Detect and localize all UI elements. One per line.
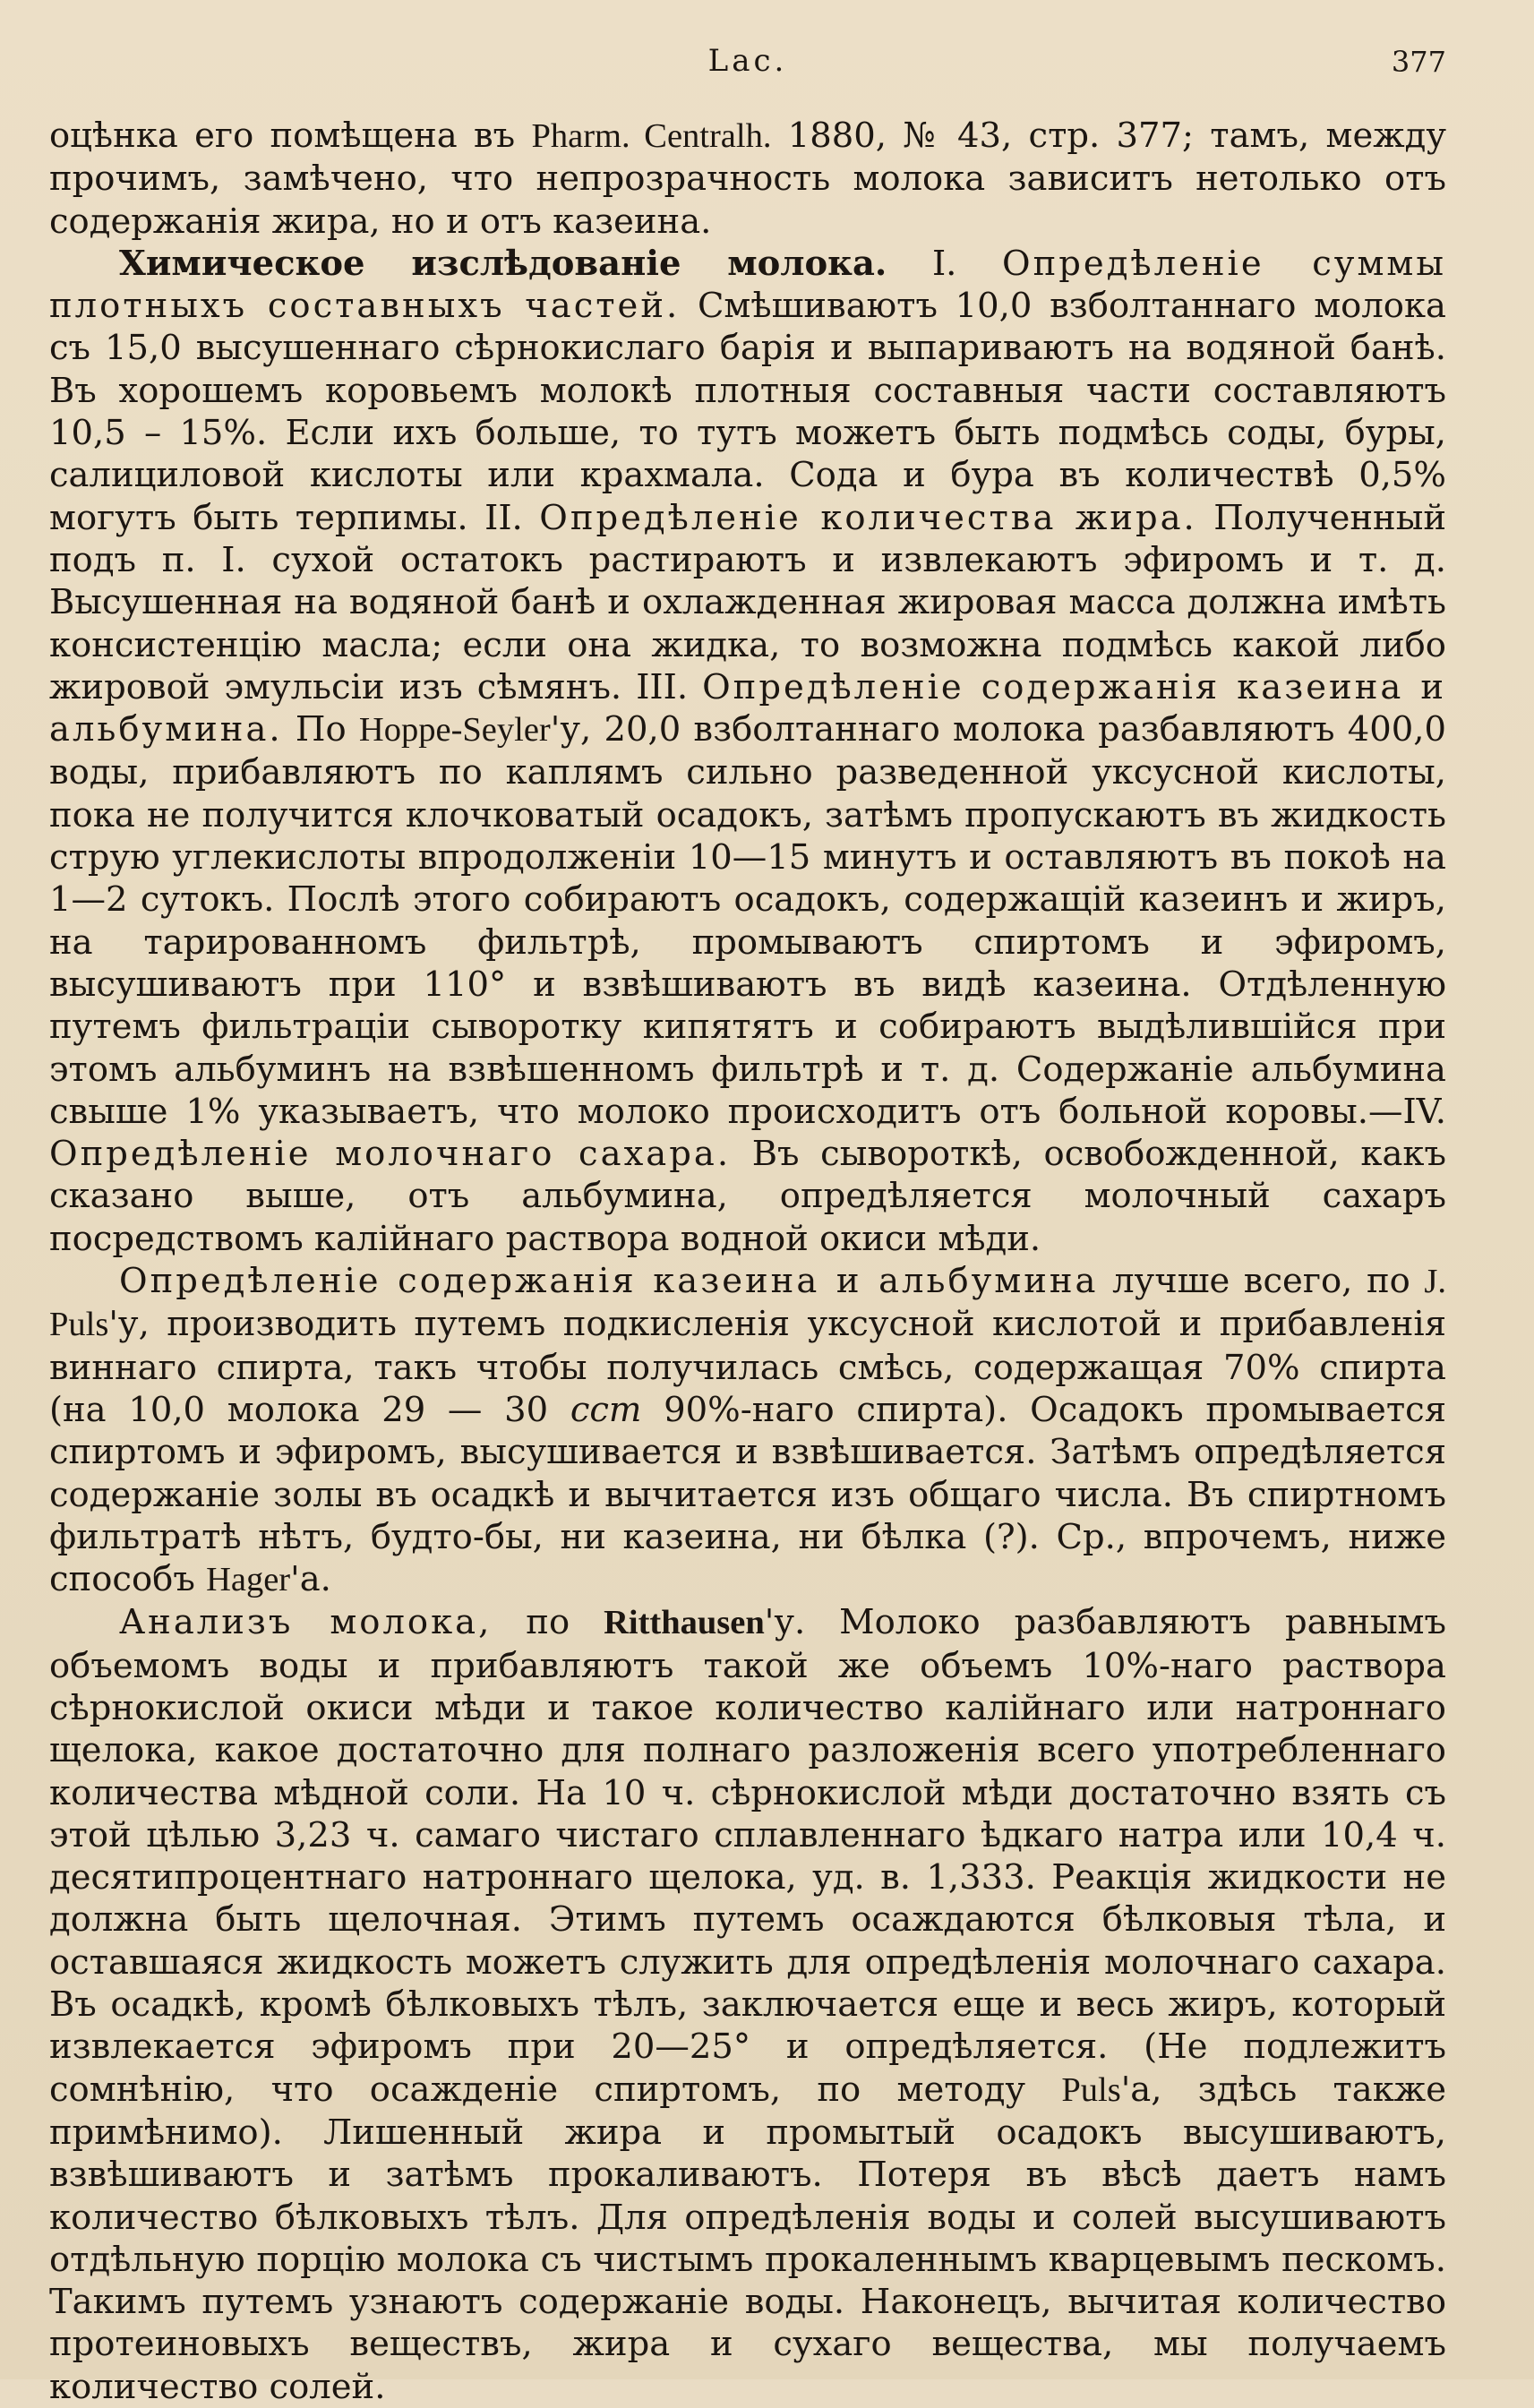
running-header — [49, 36, 1446, 90]
text-run: 90%-наго спирта). Осадокъ промывается спиртомъ и эфиромъ, высушивается и взвѣшивается. Затѣмъ опредѣляется содержаніе золы въ осадкѣ и вычитается изъ общаго числа. Въ спиртномъ фильтратѣ нѣтъ, будто-бы, ни казеина, ни бѣлка (?). Ср., впрочемъ, ниже способъ — [49, 1389, 1446, 1600]
paragraph — [49, 1601, 1446, 2408]
text-run: Полученный подъ п. I. сухой остатокъ растираютъ и извлекаютъ эфиромъ и т. д. Высушенная на водяной банѣ и охлажденная жировая масса должна имѣть консистенцію масла; если она жидка, то возможна подмѣсь какой либо жировой эмульсіи изъ сѣмянъ. III. — [49, 497, 1446, 707]
text-run: Въ сывороткѣ, освобожденной, какъ сказано выше, отъ альбумина, опредѣляется молочный сахаръ посредствомъ калійнаго раствора водной окиси мѣди. — [49, 1134, 1446, 1259]
text-run: I. — [887, 243, 1003, 284]
text-run: Смѣшиваютъ 10,0 взболтаннаго молока съ 15,0 высушеннаго сѣрнокислаго барія и выпариваютъ на водяной банѣ. Въ хорошемъ коровьемъ молокѣ плотныя составныя части составляютъ 10,5 – 15%. Если ихъ больше, то тутъ можетъ быть подмѣсь соды, буры, салициловой кислоты или крахмала. Сода и бура въ количествѣ 0,5% могутъ быть терпимы. II. — [49, 286, 1446, 538]
text-run-latin: Hoppe-Seyler — [358, 711, 551, 750]
text-run-bold: Химическое изслѣдованіе молока. — [119, 243, 887, 284]
text-run: по — [492, 1602, 604, 1643]
text-run-latin: Puls — [1061, 2070, 1121, 2109]
page-number: 377 — [1391, 45, 1446, 79]
text-run-spaced: Опредѣленіе количества жира. — [539, 497, 1197, 538]
text-run: 'у, производить путемъ подкисленія уксусной кислотой и прибавленія виннаго спирта, такъ чтобы получилась смѣсь, содержащая 70% спирта (на 10,0 молока 29 — 30 — [49, 1304, 1446, 1430]
text-run: 'a, здѣсь также примѣнимо). Лишенный жира и промытый осадокъ высушиваютъ, взвѣшиваютъ и затѣмъ прокаливаютъ. Потеря въ вѣсѣ даетъ намъ количество бѣлковыхъ тѣлъ. Для опредѣленія воды и солей высушиваютъ отдѣльную порцію молока съ чистымъ прокаленнымъ кварцевымъ пескомъ. Такимъ путемъ узнаютъ содержаніе воды. Наконецъ, вычитая количество протеиновыхъ веществъ, жира и сухаго вещества, мы получаемъ количество солей. — [49, 2069, 1446, 2407]
paragraph — [49, 1260, 1446, 1601]
text-run: 'у, 20,0 взболтаннаго молока разбавляютъ 400,0 воды, прибавляютъ по каплямъ сильно разведенной уксусной кислоты, пока не получится клочковатый осадокъ, затѣмъ пропускаютъ въ жидкость струю углекислоты впродолженіи 10—15 минутъ и оставляютъ въ покоѣ на 1—2 сутокъ. Послѣ этого собираютъ осадокъ, содержащій казеинъ и жиръ, на тарированномъ фильтрѣ, промываютъ спиртомъ и эфиромъ, высушиваютъ при 110° и взвѣшиваютъ въ видѣ казеина. Отдѣленную путемъ фильтраціи сыворотку кипятятъ и собираютъ выдѣлившійся при этомъ альбуминъ на взвѣшенномъ фильтрѣ и т. д. Содержаніе альбумина свыше 1% указываетъ, что молоко происходитъ отъ больной коровы.—IV. — [49, 709, 1446, 1132]
text-run: 1880, № 43, стр. 377; тамъ, между прочимъ, замѣчено, что непрозрачность молока зависитъ нетолько отъ содержанія жира, но и отъ казеина. — [49, 116, 1446, 242]
text-run: лучше всего, по — [1098, 1261, 1425, 1302]
text-run: оцѣнка его помѣщена въ — [49, 116, 532, 156]
text-run-latin: J. Puls — [49, 1263, 1446, 1344]
text-run-gothic: Ritthausen — [604, 1604, 765, 1642]
text-run-spaced: Опредѣленіе суммы плотныхъ составныхъ частей. — [49, 243, 1446, 327]
text-run-latin: Hager — [206, 1561, 291, 1599]
running-title: Lac. — [707, 43, 788, 79]
text-run-italic: ccm — [570, 1389, 642, 1430]
text-run: 'a. — [290, 1559, 331, 1600]
text-run-spaced: Опредѣленіе молочнаго сахара. — [49, 1134, 732, 1175]
paragraph — [49, 243, 1446, 1260]
paragraph — [49, 115, 1446, 243]
text-run: 'у. Молоко разбавляютъ равнымъ объемомъ воды и прибавляютъ такой же объемъ 10%-наго раствора сѣрнокислой окиси мѣди и такое количество калійнаго или натроннаго щелока, какое достаточно для полнаго разложенія всего употребленнаго количества мѣдной соли. На 10 ч. сѣрнокислой мѣди достаточно взять съ этой цѣлью 3,23 ч. самаго чистаго сплавленнаго ѣдкаго натра или 10,4 ч. десятипроцентнаго натроннаго щелока, уд. в. 1,333. Реакція жидкости не должна быть щелочная. Этимъ путемъ осаждаются бѣлковыя тѣла, и оставшаяся жидкость можетъ служить для опредѣленія молочнаго сахара. Въ осадкѣ, кромѣ бѣлковыхъ тѣлъ, заключается еще и весь жиръ, который извлекается эфиромъ при 20—25° и опредѣляется. (Не подлежитъ сомнѣнію, что осажденіе спиртомъ, по методу — [49, 1602, 1446, 2110]
text-run-spaced: Опредѣленіе содержанія казеина и альбумина — [119, 1261, 1099, 1302]
text-run-latin: Pharm. Centralh. — [531, 117, 772, 155]
article-body — [49, 115, 1446, 2408]
text-run-spaced: Анализъ молока, — [119, 1602, 493, 1643]
text-run-spaced: Опредѣленіе содержанія казеина и альбумина. — [49, 666, 1446, 750]
text-run: По — [282, 709, 359, 750]
